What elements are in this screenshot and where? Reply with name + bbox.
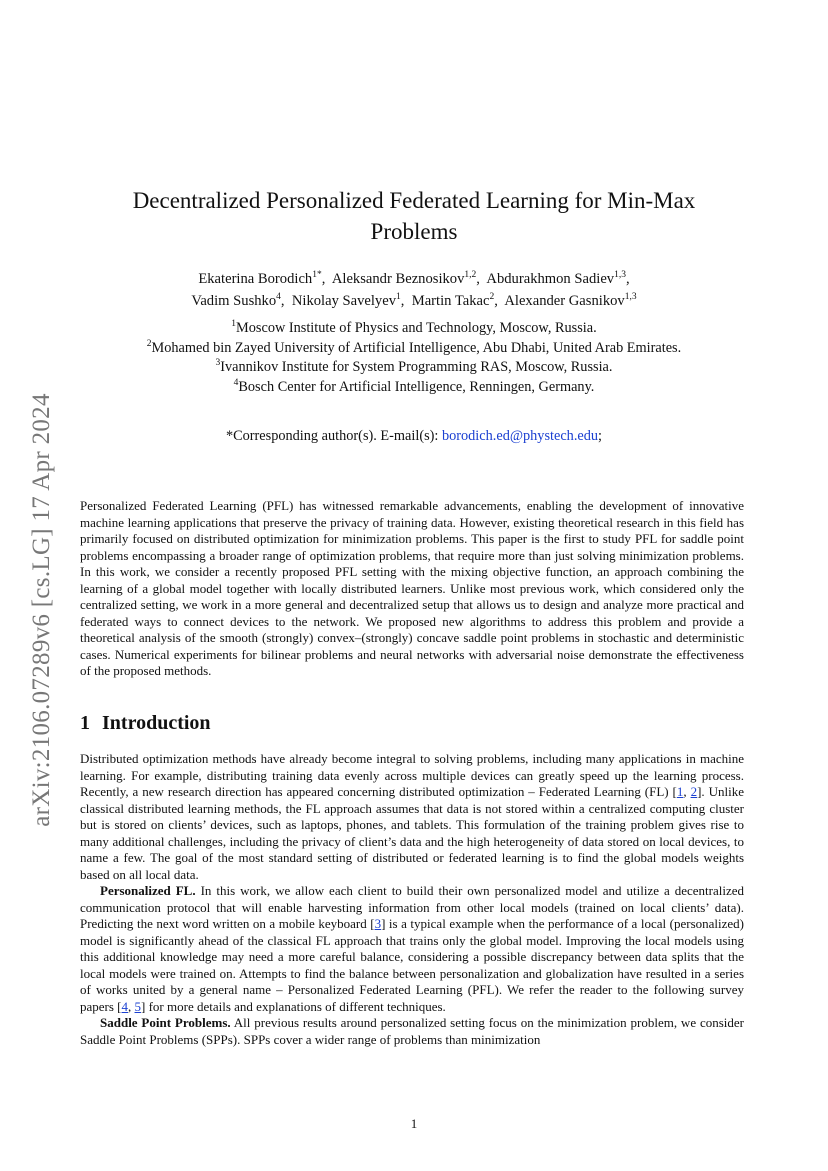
author: Alexander Gasnikov$^{1,3}$ xyxy=(504,292,637,309)
citation-link[interactable]: 1 xyxy=(676,784,684,799)
email-link[interactable]: borodich.ed@phystech.edu xyxy=(441,428,599,444)
affiliation: $^3$Ivannikov Institute for System Programming RAS, Moscow, Russia. xyxy=(215,358,613,375)
paper-title: Decentralized Personalized Federated Learning for Min-Max Problems xyxy=(132,188,696,244)
citation-link[interactable]: 4 xyxy=(121,998,129,1014)
author: Vadim Sushko$^4$ xyxy=(191,292,281,309)
affiliation: $^4$Bosch Center for Artificial Intelligence, Renningen, Germany. xyxy=(233,377,595,395)
affiliation-list xyxy=(80,319,748,397)
arxiv-id-text: arXiv:2106.07289v6 [cs.LG] 17 Apr 2024 xyxy=(28,393,55,827)
paragraph: Distributed optimization methods have already become integral to solving problems, including many applications in machine learning. For example, distributing training data evenly across multiple devices can greatly speed up the learning process. Recently, a new research direction has appeared concerning distributed optimization – Federated Learning (FL) [1, 2]. Unlike classical distributed learning methods, the FL approach assumes that data is not stored within a centralized computing cluster but is stored on clients’ devices, such as laptops, phones, and tablets. This formulation of the training problem gives rise to many additional challenges, including the privacy of client’s data and the high heterogeneity of data stored on local devices, to name a few. The goal of the most standard setting of distributed or federated learning is to find the global models weights based on all local data. xyxy=(80,751,744,882)
affiliation: $^2$Mohamed bin Zayed University of Artificial Intelligence, Abu Dhabi, United Arab Emirates. xyxy=(146,338,682,356)
section-body xyxy=(80,751,744,1048)
author: Aleksandr Beznosikov$^{1,2}$ xyxy=(331,270,477,287)
author: Martin Takac$^2$ xyxy=(411,292,495,309)
abstract: Personalized Federated Learning (PFL) has witnessed remarkable advancements, enabling the development of innovative machine learning applications that preserve the privacy of training data. However, existing theoretical research in this field has primarily focused on distributed optimization for minimization problems. This paper is the first to study PFL for saddle point problems encompassing a broader range of optimization problems, that require more than just solving minimization problems. In this work, we consider a recently proposed PFL setting with the mixing objective function, an approach combining the learning of a global model together with locally distributed learners. Unlike most previous work, which considered only the centralized setting, we work in a more general and decentralized setup that allows us to design and analyze more practical and federated ways to connect devices to the network. We proposed new algorithms to address this problem and provide a theoretical analysis of the smooth (strongly) convex–(strongly) concave saddle point problems in stochastic and deterministic cases. Numerical experiments for bilinear problems and neural networks with adversarial noise demonstrate the effectiveness of the proposed methods. xyxy=(80,498,744,678)
citation-link[interactable]: 5 xyxy=(134,998,142,1014)
page-number: 1 xyxy=(410,1116,418,1131)
arxiv-identifier xyxy=(22,360,62,860)
corresponding-author: *Corresponding author(s). E-mail(s): borodich.ed@phystech.edu; xyxy=(225,428,603,444)
author: Nikolay Savelyev$^1$ xyxy=(291,292,401,309)
author: Ekaterina Borodich$^{1*}$ xyxy=(198,270,322,287)
citation-link[interactable]: 2 xyxy=(690,784,698,799)
citation-link[interactable]: 3 xyxy=(374,916,382,931)
paragraph: Personalized FL. In this work, we allow each client to build their own personalized model and utilize a decentralized communication protocol that will enable harvesting information from other local models (trained on local clients’ data). Predicting the next word written on a mobile keyboard [3] is a typical example when the performance of a local (personalized) model is significantly ahead of the classical FL approach that trains only the global model. Improving the local models using this additional knowledge may need a more careful balance, considering a possible discrepancy between data splits that the local models were trained on. Attempts to find the balance between personalization and globalization have resulted in a series of works united by a general name – Personalized Federated Learning (PFL). We refer the reader to the following survey papers [4, 5] for more details and explanations of different techniques. xyxy=(80,883,744,1014)
section-heading: 1 Introduction xyxy=(80,712,211,734)
paragraph: Saddle Point Problems. All previous results around personalized setting focus on the minimization problem, we consider Saddle Point Problems (SPPs). SPPs cover a wider range of problems than minimization xyxy=(80,1015,744,1047)
author: Abdurakhmon Sadiev$^{1,3}$ xyxy=(486,270,626,287)
author-list: Ekaterina Borodich$^{1*}$, Aleksandr Beznosikov$^{1,2}$, Abdurakhmon Sadiev$^{1,3}$, Vadim Sushko$^4$, Nikolay Savelyev$^1$, Martin Takac$^2$, Alexander Gasnikov$^{1,3}$ xyxy=(191,270,637,309)
affiliation: $^1$Moscow Institute of Physics and Technology, Moscow, Russia. xyxy=(231,319,597,336)
